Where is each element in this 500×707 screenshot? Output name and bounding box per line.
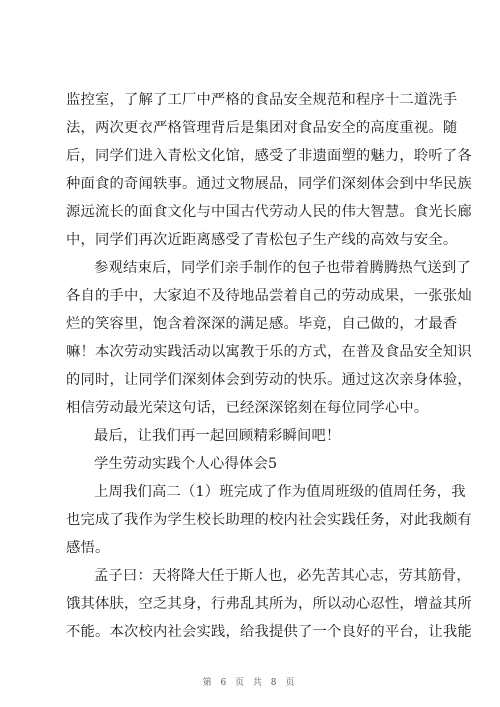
body-line: 法，两次更衣严格管理背后是集团对食品安全的高度重视。随 xyxy=(66,120,458,136)
section-heading: 学生劳动实践个人心得体会5 xyxy=(94,456,278,472)
body-line: 后，同学们进入青松文化馆，感受了非遗面塑的魅力，聆听了各 xyxy=(66,148,472,164)
body-line: 也完成了我作为学生校长助理的校内社会实践任务，对此我颇有 xyxy=(66,512,472,528)
body-line: 种面食的奇闻轶事。通过文物展品，同学们深刻体会到中华民族 xyxy=(66,176,472,192)
body-line: 源远流长的面食文化与中国古代劳动人民的伟大智慧。食光长廊 xyxy=(66,204,472,220)
body-line: 各自的手中，大家迫不及待地品尝着自己的劳动成果，一张张灿 xyxy=(66,288,472,304)
paragraph-first-line: 上周我们高二（1）班完成了作为值周班级的值周任务，我 xyxy=(94,484,466,500)
body-line: 嘛！本次劳动实践活动以寓教于乐的方式，在普及食品安全知识 xyxy=(66,344,472,360)
body-line: 烂的笑容里，饱含着深深的满足感。毕竟，自己做的，才最香 xyxy=(66,316,458,332)
body-line: 的同时，让同学们深刻体会到劳动的快乐。通过这次亲身体验， xyxy=(66,372,472,388)
body-line: 感悟。 xyxy=(66,540,110,556)
body-line: 相信劳动最光荣这句话，已经深深铭刻在每位同学心中。 xyxy=(66,400,429,416)
body-line: 饿其体肤，空乏其身，行弗乱其所为，所以动心忍性，增益其所 xyxy=(66,596,472,612)
body-line: 中，同学们再次近距离感受了青松包子生产线的高效与安全。 xyxy=(66,232,458,248)
page-number-footer: 第 6 页 共 8 页 xyxy=(202,678,298,688)
paragraph-first-line: 参观结束后，同学们亲手制作的包子也带着腾腾热气送到了 xyxy=(94,260,471,276)
paragraph-first-line: 孟子曰：天将降大任于斯人也，必先苦其心志，劳其筋骨， xyxy=(94,568,471,584)
body-line: 监控室，了解了工厂中严格的食品安全规范和程序十二道洗手 xyxy=(66,92,458,108)
body-line: 不能。本次校内社会实践，给我提供了一个良好的平台，让我能 xyxy=(66,624,472,640)
paragraph-first-line: 最后，让我们再一起回顾精彩瞬间吧！ xyxy=(94,428,341,444)
